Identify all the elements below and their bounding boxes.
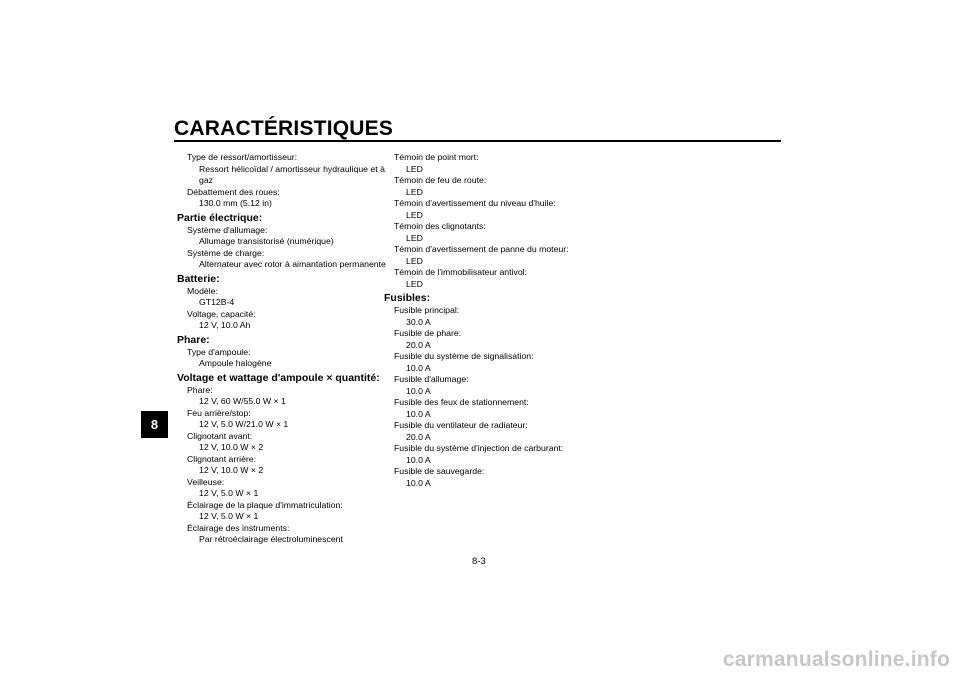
watermark: carmanualsonline.info xyxy=(722,648,950,671)
spec-label: Fusible de phare: xyxy=(394,328,462,338)
spec-label: Fusible des feux de stationnement: xyxy=(394,397,529,407)
spec-label: Voltage, capacité: xyxy=(187,308,256,319)
spec-value: 12 V, 5.0 W/21.0 W × 1 xyxy=(199,419,289,429)
spec-value: 12 V, 5.0 W × 1 xyxy=(199,488,259,498)
spec-label: Fusible du système de signalisation: xyxy=(394,351,534,361)
spec-value: LED xyxy=(406,209,423,220)
spec-label: Témoin des clignotants: xyxy=(394,221,486,231)
section-heading: Voltage et wattage d'ampoule × quantité: xyxy=(177,371,380,384)
spec-label: Fusible d'allumage: xyxy=(394,374,469,384)
left-column xyxy=(177,152,387,546)
spec-label: Système d'allumage: xyxy=(187,224,268,235)
spec-value: LED xyxy=(406,255,423,266)
section-heading: Partie électrique: xyxy=(177,211,263,224)
spec-label: Clignotant arrière: xyxy=(187,453,257,464)
spec-label: Témoin de l'immobilisateur antivol: xyxy=(394,267,527,277)
spec-value: 10.0 A xyxy=(406,454,431,465)
spec-value: 12 V, 5.0 W × 1 xyxy=(199,511,259,521)
spec-label: Veilleuse: xyxy=(187,476,225,487)
spec-value: GT12B-4 xyxy=(199,297,235,307)
spec-value: Alternateur avec rotor à aimantation permanente xyxy=(199,259,386,269)
spec-value: Par rétroéclairage électroluminescent xyxy=(199,534,343,544)
spec-value: 12 V, 60 W/55.0 W × 1 xyxy=(199,396,286,406)
spec-value: LED xyxy=(406,163,423,174)
spec-value: 10.0 A xyxy=(406,385,431,396)
spec-label: Modèle: xyxy=(187,285,218,296)
spec-value: 130.0 mm (5.12 in) xyxy=(199,198,272,208)
spec-label: Témoin d'avertissement de panne du moteur: xyxy=(394,244,569,254)
section-heading: Phare: xyxy=(177,333,210,346)
spec-label: Type d'ampoule: xyxy=(187,346,251,357)
page-title: CARACTÉRISTIQUES xyxy=(174,117,394,140)
spec-label: Débattement des roues: xyxy=(187,186,280,197)
spec-label: Éclairage de la plaque d'immatriculation: xyxy=(187,499,343,510)
spec-label: Éclairage des instruments: xyxy=(187,522,290,533)
spec-value: 12 V, 10.0 Ah xyxy=(199,320,251,330)
spec-label: Fusible du système d'injection de carburant: xyxy=(394,443,564,453)
spec-value: LED xyxy=(406,278,423,289)
spec-value: Ampoule halogène xyxy=(199,358,272,368)
spec-label: Fusible de sauvegarde: xyxy=(394,466,485,476)
spec-value: 20.0 A xyxy=(406,339,431,350)
spec-label: Clignotant avant: xyxy=(187,430,253,441)
spec-value: 12 V, 10.0 W × 2 xyxy=(199,442,264,452)
section-heading: Batterie: xyxy=(177,272,220,285)
spec-label: Fusible principal: xyxy=(394,305,460,315)
spec-label: Fusible du ventilateur de radiateur: xyxy=(394,420,528,430)
spec-value: 30.0 A xyxy=(406,316,431,327)
spec-value: Allumage transistorisé (numérique) xyxy=(199,236,334,246)
title-rule xyxy=(174,140,781,142)
spec-value: 20.0 A xyxy=(406,431,431,442)
spec-label: Témoin de feu de route: xyxy=(394,175,487,185)
spec-value: LED xyxy=(406,186,423,197)
right-column xyxy=(384,152,594,489)
spec-value: LED xyxy=(406,232,423,243)
spec-label: Témoin d'avertissement du niveau d'huile: xyxy=(394,198,556,208)
spec-label: Phare: xyxy=(187,384,213,395)
spec-value: 10.0 A xyxy=(406,408,431,419)
chapter-tab: 8 xyxy=(141,411,168,438)
spec-value: Ressort hélicoïdal / amortisseur hydraulique et à gaz xyxy=(199,163,385,185)
spec-value: 10.0 A xyxy=(406,362,431,373)
spec-label: Système de charge: xyxy=(187,247,265,258)
spec-label: Type de ressort/amortisseur: xyxy=(187,152,298,162)
spec-value: 10.0 A xyxy=(406,477,431,488)
spec-label: Témoin de point mort: xyxy=(394,152,479,162)
page-number: 8-3 xyxy=(472,556,486,567)
section-heading: Fusibles: xyxy=(384,292,431,304)
spec-label: Feu arrière/stop: xyxy=(187,407,251,418)
spec-value: 12 V, 10.0 W × 2 xyxy=(199,465,264,475)
